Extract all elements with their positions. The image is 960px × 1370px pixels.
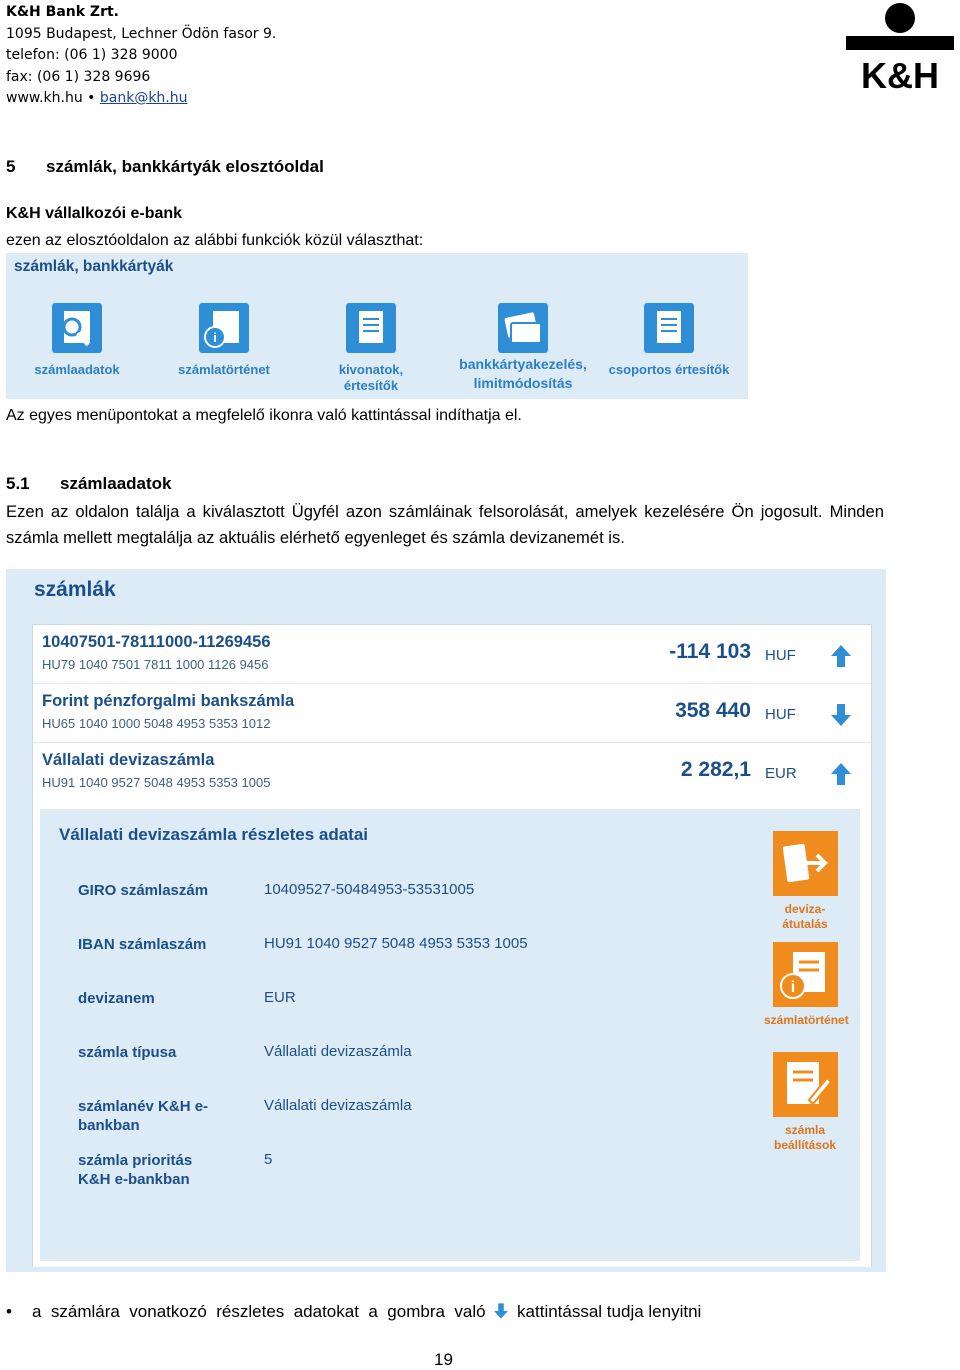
logo-text: K&H <box>861 55 939 92</box>
menu-item-label: számlaadatok <box>34 362 120 377</box>
menu-item-kivonatok[interactable] <box>296 303 446 394</box>
detail-label: IBAN számlaszám <box>78 936 207 953</box>
detail-value: HU91 1040 9527 5048 4953 5353 1005 <box>264 935 528 952</box>
section-heading <box>6 157 324 177</box>
email-link[interactable]: bank@kh.hu <box>99 90 188 106</box>
info-document-icon[interactable] <box>773 942 838 1007</box>
bullet-note <box>6 1302 701 1322</box>
menu-instruction: Az egyes menüpontokat a megfelelő ikonra való kattintással indíthatja el. <box>6 407 522 424</box>
menu-banner <box>6 253 748 399</box>
arrow-up-icon[interactable] <box>828 643 854 669</box>
subsection-number: 5.1 <box>6 474 30 493</box>
bank-address: 1095 Budapest, Lechner Ödön fasor 9. <box>6 25 277 42</box>
menu-item-szamlatortenet[interactable] <box>149 303 299 378</box>
svg-text:i: i <box>213 330 217 345</box>
account-name: Forint pénzforgalmi bankszámla <box>42 692 295 710</box>
account-iban: HU65 1040 1000 5048 4953 5353 1012 <box>42 716 271 731</box>
action-label: deviza- átutalás <box>782 902 828 931</box>
account-row[interactable] <box>33 743 871 801</box>
account-name: Vállalati devizaszámla <box>42 751 215 769</box>
menu-item-label: csoportos értesítők <box>608 362 730 377</box>
bank-phone: telefon: (06 1) 328 9000 <box>6 47 178 63</box>
bullet-text-before: a számlára vonatkozó részletes adatokat a gombra való <box>32 1302 486 1321</box>
account-balance: -114 103 <box>669 640 751 663</box>
accounts-title: számlák <box>34 578 116 601</box>
accounts-screenshot <box>6 569 886 1272</box>
detail-label: számla típusa <box>78 1044 177 1061</box>
separator-dot: • <box>87 90 96 106</box>
detail-value: Vállalati devizaszámla <box>264 1043 412 1060</box>
info-document-icon[interactable] <box>199 303 249 353</box>
search-document-icon[interactable] <box>52 303 102 353</box>
account-currency: EUR <box>765 765 797 782</box>
bank-fax: fax: (06 1) 328 9696 <box>6 68 151 85</box>
arrow-down-icon <box>492 1302 510 1320</box>
svg-text:i: i <box>790 979 795 996</box>
kh-logo <box>844 2 956 92</box>
detail-label: devizanem <box>78 990 155 1007</box>
history-button[interactable] <box>764 942 849 1028</box>
account-iban: HU91 1040 9527 5048 4953 5353 1005 <box>42 775 271 790</box>
subsection-title: számlaadatok <box>60 474 172 493</box>
section-subtitle: K&H vállalkozói e-bank <box>6 205 183 222</box>
section-number: 5 <box>6 157 16 176</box>
detail-value: 10409527-50484953-53531005 <box>264 881 475 898</box>
contact-line <box>6 88 276 110</box>
account-row[interactable] <box>33 625 871 684</box>
menu-title: számlák, bankkártyák <box>14 258 174 275</box>
section-title: számlák, bankkártyák elosztóoldal <box>46 157 324 176</box>
account-balance: 2 282,1 <box>680 758 751 781</box>
account-currency: HUF <box>765 647 796 664</box>
detail-label: számla prioritás K&H e-bankban <box>78 1152 193 1188</box>
menu-item-label: bankkártyakezelés, limitmódosítás <box>459 356 587 391</box>
foreign-transfer-button[interactable] <box>770 831 840 932</box>
menu-item-label: számlatörténet <box>178 362 270 377</box>
subsection-heading <box>6 474 172 494</box>
bank-name: K&H Bank Zrt. <box>6 4 119 20</box>
bullet-text-after: kattintással tudja lenyitni <box>517 1302 702 1321</box>
account-iban: HU79 1040 7501 7811 1000 1126 9456 <box>42 657 269 672</box>
bullet-symbol: • <box>6 1302 12 1321</box>
section-intro: ezen az elosztóoldalon az alábbi funkciók közül választhat: <box>6 232 424 249</box>
detail-value: Vállalati devizaszámla <box>264 1097 412 1114</box>
detail-title: Vállalati devizaszámla részletes adatai <box>59 825 369 844</box>
menu-item-label: kivonatok, értesítők <box>338 362 404 393</box>
group-statement-icon[interactable] <box>644 303 694 353</box>
account-name: 10407501-78111000-11269456 <box>42 633 271 651</box>
arrow-down-icon[interactable] <box>828 702 854 728</box>
account-balance: 358 440 <box>675 699 751 722</box>
detail-value: EUR <box>264 989 296 1006</box>
detail-label: GIRO számlaszám <box>78 882 209 899</box>
letterhead <box>6 2 276 110</box>
card-icon[interactable] <box>498 303 548 353</box>
account-detail-box <box>40 809 860 1261</box>
action-label: számlatörténet <box>764 1013 849 1027</box>
action-label: számla beállítások <box>773 1123 837 1152</box>
menu-item-szamlaadatok[interactable] <box>2 303 152 378</box>
statement-icon[interactable] <box>346 303 396 353</box>
edit-document-icon[interactable] <box>773 1052 838 1117</box>
transfer-icon[interactable] <box>773 831 838 896</box>
subsection-body: Ezen az oldalon találja a kiválasztott Ügyfél azon számláinak felsorolását, amelyek kezelésére Ön jogosult. Minden számla mellett megtalálja az aktuális elérhető egyenleget és számla devizanemét is. <box>6 502 884 547</box>
detail-label: számlanév K&H e-bankban <box>78 1098 209 1134</box>
detail-value: 5 <box>264 1151 273 1168</box>
page-number: 19 <box>434 1350 453 1369</box>
website-link[interactable]: www.kh.hu <box>6 90 83 106</box>
account-row[interactable] <box>33 684 871 743</box>
account-settings-button[interactable] <box>770 1052 840 1153</box>
menu-item-bankkartya[interactable] <box>448 303 598 393</box>
arrow-up-icon[interactable] <box>828 761 854 787</box>
menu-item-csoportos[interactable] <box>594 303 744 378</box>
account-currency: HUF <box>765 706 796 723</box>
